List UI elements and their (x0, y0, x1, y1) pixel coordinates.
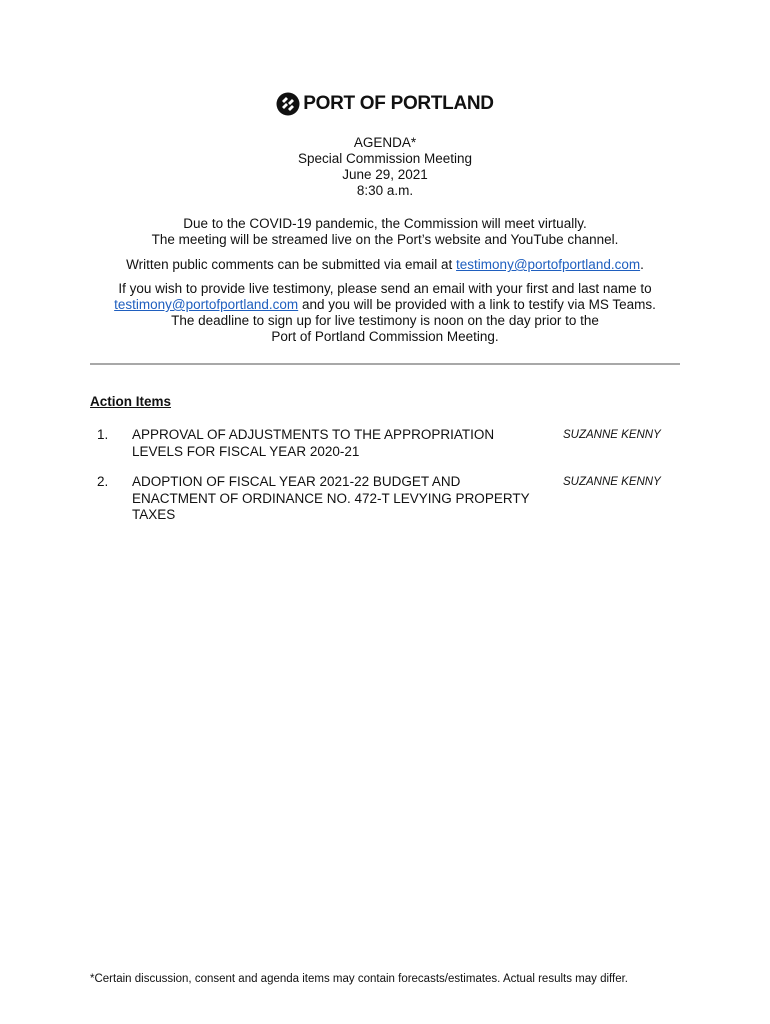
item-title (132, 474, 552, 524)
written-comments (0, 257, 770, 273)
notice-line-1: Due to the COVID-19 pandemic, the Commission will meet virtually. (183, 216, 587, 231)
item-title-line: TAXES (132, 507, 176, 522)
port-of-portland-logo-icon (276, 92, 300, 116)
item-presenter: SUZANNE KENNY (563, 476, 661, 488)
notice-line-2: The meeting will be streamed live on the Port’s website and YouTube channel. (151, 232, 619, 247)
live-testimony-line-1: If you wish to provide live testimony, please send an email with your first and last name to (118, 281, 652, 296)
testimony-email-link[interactable]: testimony@portofportland.com (456, 257, 641, 272)
divider (90, 363, 680, 365)
action-items-heading: Action Items (90, 394, 172, 409)
written-comments-suffix: . (640, 257, 644, 272)
item-number: 2. (97, 474, 109, 489)
item-number: 1. (97, 427, 109, 442)
meeting-time: 8:30 a.m. (356, 183, 414, 198)
item-title-line: APPROVAL OF ADJUSTMENTS TO THE APPROPRIATION (132, 427, 495, 442)
live-testimony-line-2: and you will be provided with a link to testify via MS Teams. (298, 297, 656, 312)
item-presenter: SUZANNE KENNY (563, 429, 661, 441)
logo (0, 92, 770, 116)
meeting-date: June 29, 2021 (342, 167, 428, 182)
item-title-line: ENACTMENT OF ORDINANCE NO. 472-T LEVYING PROPERTY (132, 490, 530, 506)
live-testimony-line-3: The deadline to sign up for live testimony is noon on the day prior to the (171, 313, 599, 328)
agenda-title: AGENDA* (353, 135, 417, 150)
live-testimony (0, 281, 770, 345)
item-title (132, 427, 552, 460)
covid-notice (0, 216, 770, 248)
agenda-header (0, 135, 770, 199)
logo-text: PORT OF PORTLAND (303, 93, 494, 114)
item-title-line: ADOPTION OF FISCAL YEAR 2021-22 BUDGET AND (132, 474, 461, 489)
item-title-line: LEVELS FOR FISCAL YEAR 2020-21 (132, 443, 360, 459)
testimony-email-link-2[interactable]: testimony@portofportland.com (114, 297, 299, 312)
written-comments-text: Written public comments can be submitted via email at (126, 257, 457, 272)
live-testimony-line-4: Port of Portland Commission Meeting. (271, 329, 499, 344)
footnote: *Certain discussion, consent and agenda items may contain forecasts/estimates. Actual results may differ. (90, 973, 629, 985)
meeting-type: Special Commission Meeting (297, 151, 473, 166)
